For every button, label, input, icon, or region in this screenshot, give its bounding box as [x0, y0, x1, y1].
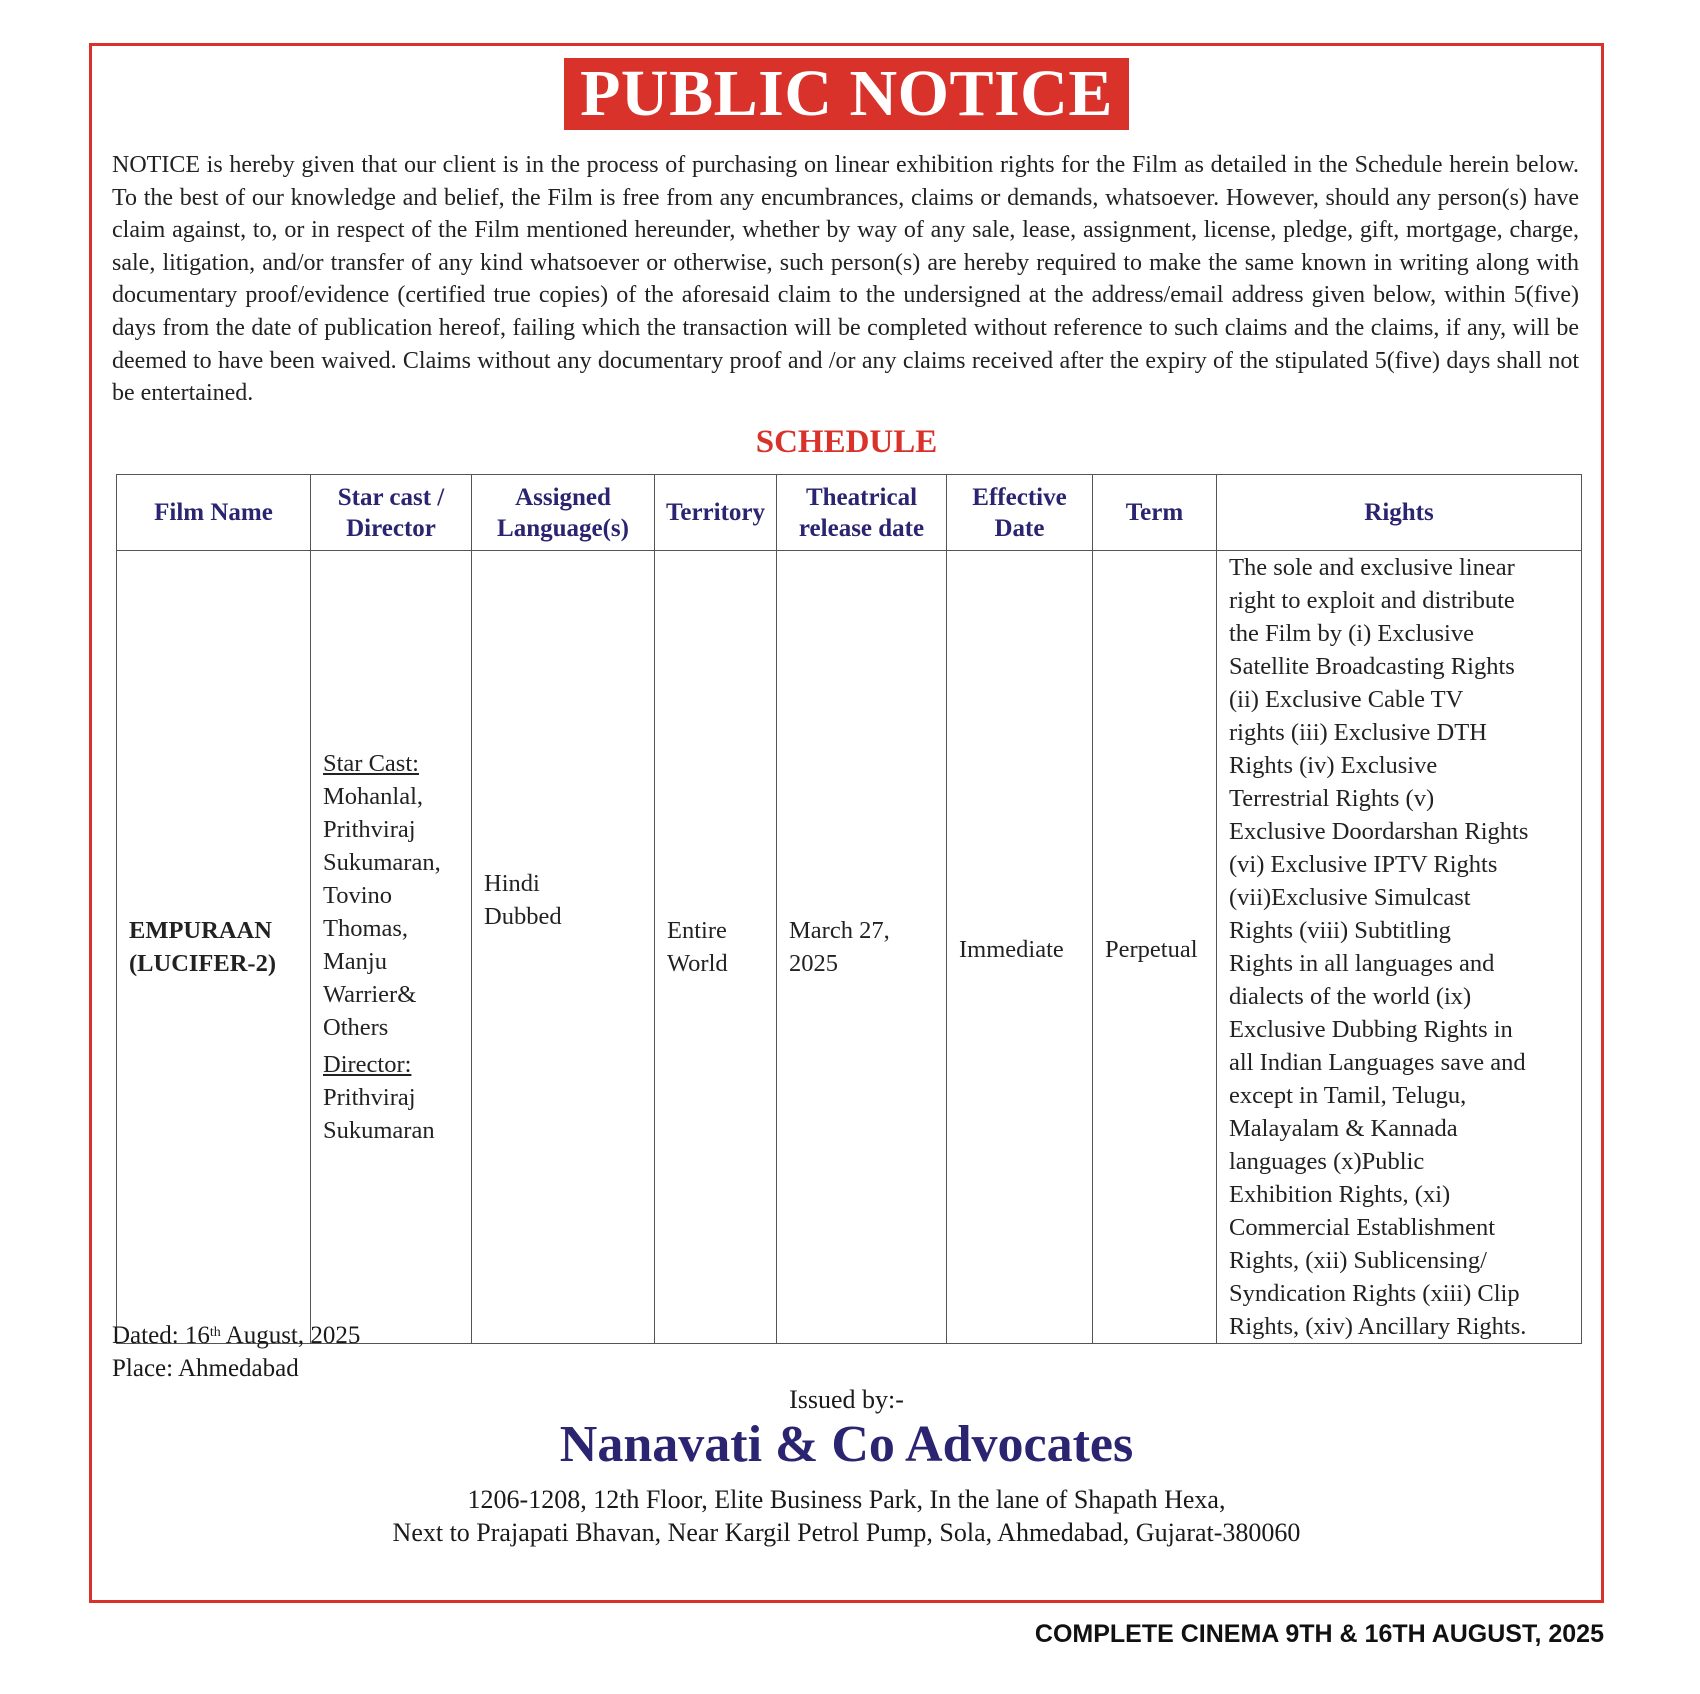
- header-film-name: Film Name: [117, 475, 311, 551]
- title-wrap: [92, 58, 1601, 130]
- notice-frame: [89, 43, 1604, 1603]
- schedule-table: [116, 474, 1582, 1344]
- header-release-date: Theatrical release date: [777, 475, 947, 551]
- header-language: Assigned Language(s): [472, 475, 655, 551]
- schedule-heading: SCHEDULE: [755, 424, 938, 460]
- cell-release-date: March 27, 2025: [777, 551, 947, 1344]
- place-line: Place: Ahmedabad: [112, 1355, 299, 1382]
- cell-term: Perpetual: [1093, 551, 1217, 1344]
- address-line-2: Next to Prajapati Bhavan, Near Kargil Petrol Pump, Sola, Ahmedabad, Gujarat-380060: [392, 1518, 1301, 1547]
- header-rights: Rights: [1217, 475, 1582, 551]
- cell-effective-date: Immediate: [947, 551, 1093, 1344]
- notice-body: NOTICE is hereby given that our client is in the process of purchasing on linear exhibition rights for the Film as detailed in the Schedule herein below. To the best of our knowledge and belief, the Film is free from any encumbrances, claims or demands, whatsoever. However, should any person(s) have claim against, to, or in respect of the Film mentioned hereunder, whether by way of any sale, lease, assignment, license, pledge, gift, mortgage, charge, sale, litigation, and/or transfer of any kind whatsoever or otherwise, such person(s) are hereby required to make the same known in writing along with documentary proof/evidence (certified true copies) of the aforesaid claim to the undersigned at the address/email address given below, within 5(five) days from the date of publication hereof, failing which the transaction will be completed without reference to such claims and the claims, if any, will be deemed to have been waived. Claims without any documentary proof and /or any claims received after the expiry of the stipulated 5(five) days shall not be entertained.: [112, 152, 1579, 407]
- notice-title: PUBLIC NOTICE: [564, 58, 1129, 130]
- dated-block: [112, 1319, 360, 1385]
- header-territory: Territory: [655, 475, 777, 551]
- cell-territory: Entire World: [655, 551, 777, 1344]
- star-cast-label: Star Cast:: [323, 750, 419, 777]
- address-line-1: 1206-1208, 12th Floor, Elite Business Park, In the lane of Shapath Hexa,: [467, 1485, 1226, 1514]
- header-term: Term: [1093, 475, 1217, 551]
- table-row: [117, 551, 1582, 1344]
- issued-by: Issued by:-: [789, 1385, 904, 1414]
- cell-star-cast: Star Cast: Mohanlal, Prithviraj Sukumaran, Tovino Thomas, Manju Warrier& Others Director: Prithviraj Sukumaran: [311, 551, 472, 1344]
- director-label: Director:: [323, 1051, 412, 1078]
- publication-footer: COMPLETE CINEMA 9TH & 16TH AUGUST, 2025: [1034, 1620, 1604, 1648]
- cell-rights: The sole and exclusive linear right to exploit and distribute the Film by (i) Exclusive Satellite Broadcasting Rights (ii) Exclusive Cable TV rights (iii) Exclusive DTH Rights (iv) Exclusive Terrestrial Rights (v) Exclusive Doordarshan Rights (vi) Exclusive IPTV Rights (vii)Exclusive Simulcast Rights (viii) Subtitling Rights in all languages and dialects of the world (ix) Exclusive Dubbing Rights in all Indian Languages save and except in Tamil, Telugu, Malayalam & Kannada languages (x)Public Exhibition Rights, (xi) Commercial Establishment Rights, (xii) Sublicensing/ Syndication Rights (xiii) Clip Rights, (xiv) Ancillary Rights.: [1217, 551, 1582, 1344]
- cell-film-name: EMPURAAN (LUCIFER-2): [117, 551, 311, 1344]
- dated-line: Dated: 16th August, 2025: [112, 1322, 361, 1349]
- firm-name: Nanavati & Co Advocates: [559, 1416, 1134, 1473]
- table-header-row: [117, 475, 1582, 551]
- cell-language: Hindi Dubbed: [472, 551, 655, 1344]
- header-effective-date: Effective Date: [947, 475, 1093, 551]
- firm-address: [92, 1483, 1601, 1549]
- header-star-cast: Star cast / Director: [311, 475, 472, 551]
